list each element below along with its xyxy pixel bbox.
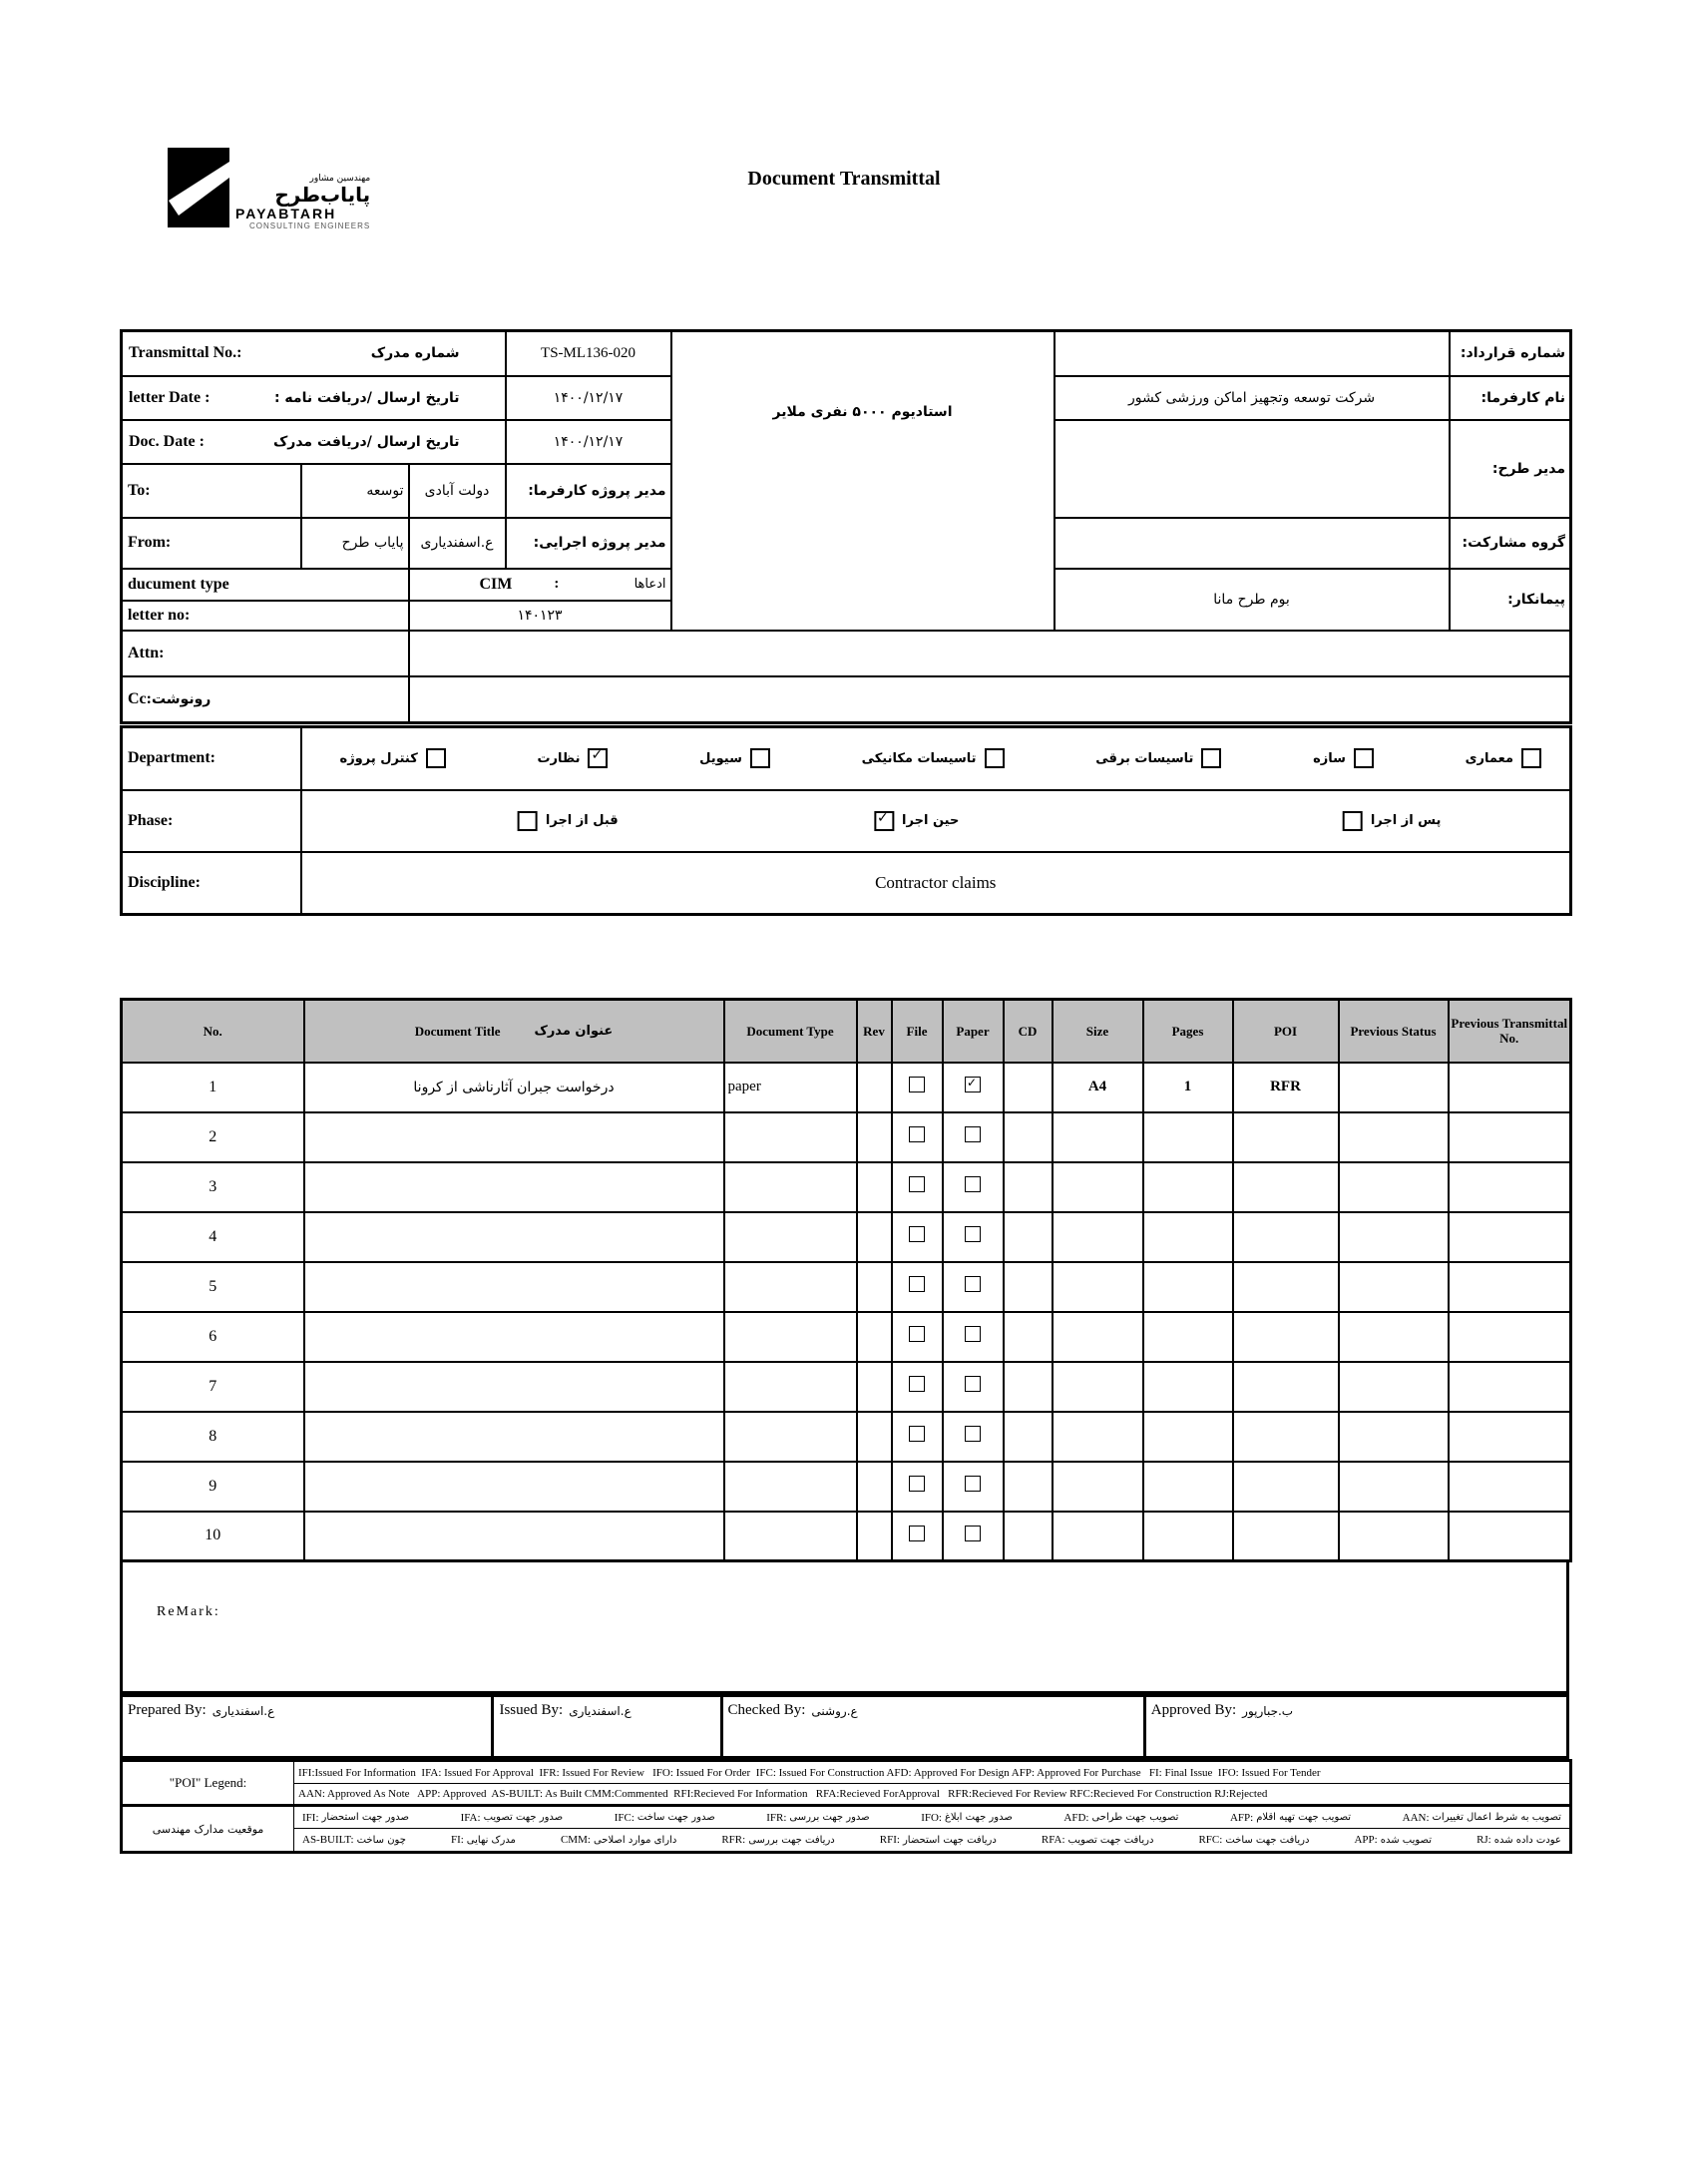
header-poi: POI (1233, 1000, 1339, 1063)
document-type-fa: ادعاها (633, 577, 666, 592)
department-label: Department: (122, 727, 301, 790)
row-size (1053, 1412, 1143, 1462)
doc-date-label-cell (122, 420, 506, 464)
row-cd (1004, 1312, 1053, 1362)
row-type: paper (724, 1063, 857, 1112)
checked-by-name: ع.روشنی (811, 1704, 858, 1718)
legend-item: IFA: صدور جهت تصویب (460, 1811, 564, 1824)
row-pages (1143, 1512, 1233, 1561)
row-size (1053, 1262, 1143, 1312)
department-option-label: تاسیسات مکانیکی (861, 750, 977, 766)
contractor-label: پیمانکار: (1450, 569, 1571, 631)
phase-label: Phase: (122, 790, 301, 852)
row-size: A4 (1053, 1063, 1143, 1112)
letter-no-label: letter no: (122, 601, 409, 631)
row-prev-transmittal (1449, 1262, 1571, 1312)
row-rev (857, 1063, 892, 1112)
header-prev-transmittal: Previous Transmittal No. (1449, 1000, 1571, 1063)
row-pages (1143, 1312, 1233, 1362)
to-value-2: دولت آبادی (409, 464, 506, 518)
file-checkbox[interactable] (909, 1226, 925, 1242)
document-type-label: ducument type (122, 569, 409, 601)
row-prev-status (1339, 1462, 1449, 1512)
letter-date-label-en: letter Date : (129, 388, 211, 406)
doc-date-label-en: Doc. Date : (129, 432, 205, 450)
row-prev-status (1339, 1312, 1449, 1362)
row-paper-cell (943, 1112, 1004, 1162)
row-prev-status (1339, 1112, 1449, 1162)
header-cd: CD (1004, 1000, 1053, 1063)
classification-table (120, 725, 1572, 916)
row-title (304, 1212, 724, 1262)
header-type: Document Type (724, 1000, 857, 1063)
row-paper-cell (943, 1162, 1004, 1212)
poi-legend-label: "POI" Legend: (122, 1761, 294, 1806)
legend-item: AFP: تصویب جهت تهیه اقلام (1229, 1811, 1352, 1824)
page-title: Document Transmittal (747, 168, 941, 190)
department-option-project-control (340, 748, 446, 768)
department-options-cell (301, 727, 1571, 790)
row-size (1053, 1312, 1143, 1362)
legend-item: RFI: دریافت جهت استحضار (879, 1834, 997, 1846)
legend-item: IFO: صدور جهت ابلاغ (921, 1811, 1013, 1824)
row-paper-cell (943, 1063, 1004, 1112)
row-size (1053, 1112, 1143, 1162)
row-poi: RFR (1233, 1063, 1339, 1112)
issued-by-cell (494, 1697, 722, 1756)
attn-label: Attn: (122, 631, 409, 676)
department-option-mechanical (862, 748, 1005, 768)
row-title (304, 1112, 724, 1162)
row-prev-status (1339, 1162, 1449, 1212)
row-file-cell (892, 1412, 943, 1462)
header-title-fa: عنوان مدرک (534, 1023, 614, 1039)
department-option-label: سازه (1313, 750, 1346, 766)
file-checkbox[interactable] (909, 1176, 925, 1192)
row-poi (1233, 1462, 1339, 1512)
row-type (724, 1462, 857, 1512)
to-label-fa: مدیر پروژه کارفرما: (506, 464, 671, 518)
row-poi (1233, 1312, 1339, 1362)
paper-checkbox[interactable] (965, 1226, 981, 1242)
letter-no-value: ۱۴۰۱۲۳ (409, 601, 671, 631)
table-row (122, 1512, 1571, 1561)
row-poi (1233, 1212, 1339, 1262)
table-row (122, 1412, 1571, 1462)
row-type (724, 1262, 857, 1312)
row-file-cell (892, 1162, 943, 1212)
paper-checkbox[interactable] (965, 1476, 981, 1492)
row-rev (857, 1362, 892, 1412)
letter-date-label-fa: تاریخ ارسال /دریافت نامه : (273, 389, 460, 406)
phase-option-during (874, 811, 959, 831)
row-file-cell (892, 1112, 943, 1162)
logo-en-name: PAYABTARH (235, 206, 337, 221)
paper-checkbox[interactable] (965, 1176, 981, 1192)
legend-fa-label: موقعیت مدارک مهندسی (122, 1806, 294, 1853)
header-paper: Paper (943, 1000, 1004, 1063)
cc-label-cell (122, 676, 409, 723)
row-pages (1143, 1362, 1233, 1412)
row-rev (857, 1162, 892, 1212)
document-list-table (120, 998, 1572, 1562)
row-no: 7 (122, 1362, 304, 1412)
classification-section (120, 725, 1572, 916)
to-label: To: (122, 464, 301, 518)
supervision-checkbox[interactable] (588, 748, 608, 768)
row-prev-status (1339, 1212, 1449, 1262)
remark-box (120, 1559, 1569, 1694)
electrical-checkbox[interactable] (1201, 748, 1221, 768)
file-checkbox[interactable] (909, 1426, 925, 1442)
phase-option-label: قبل از اجرا (545, 813, 619, 828)
document-type-value: CIM (479, 575, 513, 593)
remark-label: ReMark: (157, 1604, 220, 1619)
legend-item: RFC: دریافت جهت ساخت (1198, 1834, 1310, 1846)
from-value-1: پایاب طرح (301, 518, 409, 569)
row-size (1053, 1162, 1143, 1212)
checked-by-cell (723, 1697, 1146, 1756)
department-option-civil (699, 748, 770, 768)
row-cd (1004, 1262, 1053, 1312)
row-prev-transmittal (1449, 1362, 1571, 1412)
prepared-by-cell (123, 1697, 494, 1756)
jv-group-label: گروه مشارکت: (1450, 518, 1571, 569)
mechanical-checkbox[interactable] (985, 748, 1005, 768)
logo-fa-tagline: مهندسین مشاور (309, 174, 371, 184)
row-prev-status (1339, 1362, 1449, 1412)
prepared-by-label: Prepared By: (128, 1702, 207, 1718)
phase-option-before (518, 811, 619, 831)
structure-checkbox[interactable] (1354, 748, 1374, 768)
row-rev (857, 1512, 892, 1561)
discipline-value: Contractor claims (301, 852, 1571, 915)
prepared-by-name: ع.اسفندیاری (211, 1704, 275, 1718)
legend-item: IFI: صدور جهت استحضار (302, 1811, 410, 1824)
row-size (1053, 1512, 1143, 1561)
doc-date-label-fa: تاریخ ارسال /دریافت مدرک (272, 433, 460, 450)
row-size (1053, 1462, 1143, 1512)
poi-legend-table (120, 1759, 1572, 1854)
row-paper-cell (943, 1412, 1004, 1462)
table-row (122, 1063, 1571, 1112)
row-file-cell (892, 1212, 943, 1262)
header-no: No. (122, 1000, 304, 1063)
architecture-checkbox[interactable] (1521, 748, 1541, 768)
transmittal-no-label-cell (122, 331, 506, 376)
client-value: شرکت توسعه وتجهیز اماکن ورزشی کشور (1055, 376, 1450, 420)
row-paper-cell (943, 1462, 1004, 1512)
row-poi (1233, 1262, 1339, 1312)
row-no: 8 (122, 1412, 304, 1462)
row-type (724, 1112, 857, 1162)
doc-date-value: ۱۴۰۰/۱۲/۱۷ (506, 420, 671, 464)
row-title (304, 1462, 724, 1512)
department-option-label: نظارت (537, 750, 581, 766)
cc-value (409, 676, 1571, 723)
project-control-checkbox[interactable] (426, 748, 446, 768)
checked-by-label: Checked By: (727, 1702, 806, 1718)
header-file: File (892, 1000, 943, 1063)
row-cd (1004, 1412, 1053, 1462)
to-value-1: توسعه (301, 464, 409, 518)
logo-fa-name: پایاب‌طرح (274, 183, 371, 207)
row-poi (1233, 1362, 1339, 1412)
department-option-label: کنترل پروژه (339, 750, 418, 766)
row-type (724, 1312, 857, 1362)
transmittal-no-label-en: Transmittal No.: (129, 344, 242, 362)
legend-item: RJ: عودت داده شده (1477, 1834, 1561, 1846)
header-title (304, 1000, 724, 1063)
from-label: From: (122, 518, 301, 569)
cc-label-en: Cc: (128, 689, 152, 707)
contractor-value: بوم طرح مانا (1055, 569, 1450, 631)
row-no: 10 (122, 1512, 304, 1561)
transmittal-info-section (120, 329, 1572, 724)
signature-row (120, 1694, 1569, 1759)
row-cd (1004, 1362, 1053, 1412)
row-no: 2 (122, 1112, 304, 1162)
from-value-2: ع.اسفندیاری (409, 518, 506, 569)
transmittal-no-value: TS-ML136-020 (506, 331, 671, 376)
table-row (122, 1162, 1571, 1212)
paper-checkbox[interactable] (965, 1526, 981, 1541)
row-rev (857, 1212, 892, 1262)
row-size (1053, 1362, 1143, 1412)
row-prev-transmittal (1449, 1462, 1571, 1512)
phase-option-after (1343, 811, 1442, 831)
table-row (122, 1362, 1571, 1412)
row-prev-status (1339, 1063, 1449, 1112)
jv-group-value (1055, 518, 1450, 569)
row-paper-cell (943, 1362, 1004, 1412)
file-checkbox[interactable] (909, 1126, 925, 1142)
discipline-label: Discipline: (122, 852, 301, 915)
contract-no-value (1055, 331, 1450, 376)
legend-en-line-2: AAN: Approved As Note APP: Approved AS-BUILT: As Built CMM:Commented RFI:Recieved For Information RFA:Recieved ForApproval RFR:Recieved For Review RFC:Recieved For Construction RJ:Rejected (294, 1784, 1571, 1806)
document-type-colon: : (554, 576, 560, 592)
row-no: 6 (122, 1312, 304, 1362)
row-prev-transmittal (1449, 1112, 1571, 1162)
row-prev-transmittal (1449, 1212, 1571, 1262)
issued-by-name: ع.اسفندیاری (569, 1704, 632, 1718)
client-label: نام کارفرما: (1450, 376, 1571, 420)
table-row (122, 1462, 1571, 1512)
row-poi (1233, 1412, 1339, 1462)
row-no: 4 (122, 1212, 304, 1262)
civil-checkbox[interactable] (750, 748, 770, 768)
header-rev: Rev (857, 1000, 892, 1063)
row-rev (857, 1112, 892, 1162)
paper-checkbox[interactable] (965, 1376, 981, 1392)
design-manager-label: مدیر طرح: (1450, 420, 1571, 518)
row-prev-status (1339, 1412, 1449, 1462)
poi-legend-section (120, 1759, 1572, 1854)
document-type-cell (409, 569, 671, 601)
row-type (724, 1412, 857, 1462)
file-checkbox[interactable] (909, 1276, 925, 1292)
file-checkbox[interactable] (909, 1326, 925, 1342)
row-rev (857, 1412, 892, 1462)
header-pages: Pages (1143, 1000, 1233, 1063)
legend-en-line-1: IFI:Issued For Information IFA: Issued For Approval IFR: Issued For Review IFO: Issued For Order IFC: Issued For Construction AFD: Approved For Design AFP: Approved For Purchase FI: Final Issue IFO: Issued For Tender (294, 1761, 1571, 1784)
table-row (122, 1262, 1571, 1312)
row-pages (1143, 1462, 1233, 1512)
issued-by-label: Issued By: (499, 1702, 564, 1718)
file-checkbox[interactable] (909, 1077, 925, 1092)
row-cd (1004, 1162, 1053, 1212)
approved-by-label: Approved By: (1150, 1702, 1237, 1718)
row-paper-cell (943, 1512, 1004, 1561)
legend-item: APP: تصویب شده (1354, 1834, 1433, 1846)
project-name-cell (671, 331, 1055, 631)
legend-item: AFD: تصویب جهت طراحی (1063, 1811, 1179, 1824)
row-title: درخواست جبران آثارناشی از کرونا (304, 1063, 724, 1112)
legend-item: AAN: تصویب به شرط اعمال تغییرات (1402, 1811, 1561, 1824)
row-type (724, 1162, 857, 1212)
legend-item: CMM: دارای موارد اصلاحی (560, 1834, 677, 1846)
row-title (304, 1362, 724, 1412)
paper-checkbox[interactable] (965, 1426, 981, 1442)
row-prev-status (1339, 1512, 1449, 1561)
department-option-structure (1313, 748, 1374, 768)
row-pages: 1 (1143, 1063, 1233, 1112)
legend-item: IFC: صدور جهت ساخت (614, 1811, 715, 1824)
row-pages (1143, 1162, 1233, 1212)
row-prev-transmittal (1449, 1512, 1571, 1561)
paper-checkbox[interactable] (965, 1326, 981, 1342)
approved-by-name: ب.جبارپور (1242, 1704, 1294, 1718)
cc-label-fa: رونوشت (151, 690, 211, 707)
file-checkbox[interactable] (909, 1476, 925, 1492)
attn-value (409, 631, 1571, 676)
row-cd (1004, 1112, 1053, 1162)
row-cd (1004, 1512, 1053, 1561)
department-option-supervision (537, 748, 608, 768)
phase-after-checkbox[interactable] (1343, 811, 1363, 831)
table-row (122, 1112, 1571, 1162)
paper-checkbox[interactable] (965, 1077, 981, 1092)
row-no: 1 (122, 1063, 304, 1112)
row-title (304, 1262, 724, 1312)
department-option-architecture (1466, 748, 1541, 768)
row-cd (1004, 1462, 1053, 1512)
legend-item: RFA: دریافت جهت تصویب (1041, 1834, 1154, 1846)
row-pages (1143, 1212, 1233, 1262)
approved-by-cell (1146, 1697, 1566, 1756)
department-option-label: سیویل (699, 750, 742, 766)
row-title (304, 1312, 724, 1362)
department-option-label: معماری (1465, 750, 1513, 766)
header-size: Size (1053, 1000, 1143, 1063)
legend-fa-line-1 (294, 1806, 1571, 1829)
logo-en-tagline: CONSULTING ENGINEERS (249, 221, 371, 230)
phase-before-checkbox[interactable] (518, 811, 538, 831)
row-cd (1004, 1212, 1053, 1262)
paper-checkbox[interactable] (965, 1276, 981, 1292)
contract-no-label: شماره قرارداد: (1450, 331, 1571, 376)
department-option-label: تاسیسات برقی (1095, 750, 1194, 766)
row-type (724, 1212, 857, 1262)
paper-checkbox[interactable] (965, 1126, 981, 1142)
row-pages (1143, 1112, 1233, 1162)
phase-options-cell (301, 790, 1571, 852)
row-title (304, 1412, 724, 1462)
row-rev (857, 1262, 892, 1312)
legend-item: RFR: دریافت جهت بررسی (721, 1834, 835, 1846)
legend-item: FI: مدرک نهایی (450, 1834, 516, 1846)
phase-option-label: پس از اجرا (1370, 813, 1442, 828)
phase-during-checkbox[interactable] (874, 811, 894, 831)
file-checkbox[interactable] (909, 1526, 925, 1541)
row-no: 3 (122, 1162, 304, 1212)
department-option-electrical (1095, 748, 1221, 768)
row-paper-cell (943, 1312, 1004, 1362)
table-row (122, 1312, 1571, 1362)
project-name: استادیوم ۵۰۰۰ نفری ملایر (772, 404, 953, 420)
document-list-section (120, 998, 1572, 1562)
legend-item: AS-BUILT: چون ساخت (302, 1834, 406, 1846)
transmittal-info-table (120, 329, 1572, 724)
row-no: 9 (122, 1462, 304, 1512)
row-type (724, 1512, 857, 1561)
letter-date-value: ۱۴۰۰/۱۲/۱۷ (506, 376, 671, 420)
row-cd (1004, 1063, 1053, 1112)
row-prev-transmittal (1449, 1312, 1571, 1362)
design-manager-value (1055, 420, 1450, 518)
row-file-cell (892, 1262, 943, 1312)
transmittal-no-label-fa: شماره مدرک (370, 345, 460, 362)
row-paper-cell (943, 1212, 1004, 1262)
row-file-cell (892, 1362, 943, 1412)
row-file-cell (892, 1063, 943, 1112)
from-label-fa: مدیر پروژه اجرایی: (506, 518, 671, 569)
row-rev (857, 1312, 892, 1362)
legend-item: IFR: صدور جهت بررسی (766, 1811, 870, 1824)
header-title-en: Document Title (414, 1023, 501, 1039)
legend-fa-line-2 (294, 1829, 1571, 1853)
row-file-cell (892, 1462, 943, 1512)
table-row (122, 1212, 1571, 1262)
row-pages (1143, 1262, 1233, 1312)
row-no: 5 (122, 1262, 304, 1312)
row-type (724, 1362, 857, 1412)
row-title (304, 1162, 724, 1212)
row-title (304, 1512, 724, 1561)
row-pages (1143, 1412, 1233, 1462)
letter-date-label-cell (122, 376, 506, 420)
row-poi (1233, 1112, 1339, 1162)
row-rev (857, 1462, 892, 1512)
row-file-cell (892, 1312, 943, 1362)
row-file-cell (892, 1512, 943, 1561)
row-poi (1233, 1512, 1339, 1561)
file-checkbox[interactable] (909, 1376, 925, 1392)
row-size (1053, 1212, 1143, 1262)
row-poi (1233, 1162, 1339, 1212)
row-prev-transmittal (1449, 1162, 1571, 1212)
header-prev-status: Previous Status (1339, 1000, 1449, 1063)
row-prev-status (1339, 1262, 1449, 1312)
phase-option-label: حین اجرا (902, 813, 960, 828)
row-prev-transmittal (1449, 1412, 1571, 1462)
row-paper-cell (943, 1262, 1004, 1312)
row-prev-transmittal (1449, 1063, 1571, 1112)
